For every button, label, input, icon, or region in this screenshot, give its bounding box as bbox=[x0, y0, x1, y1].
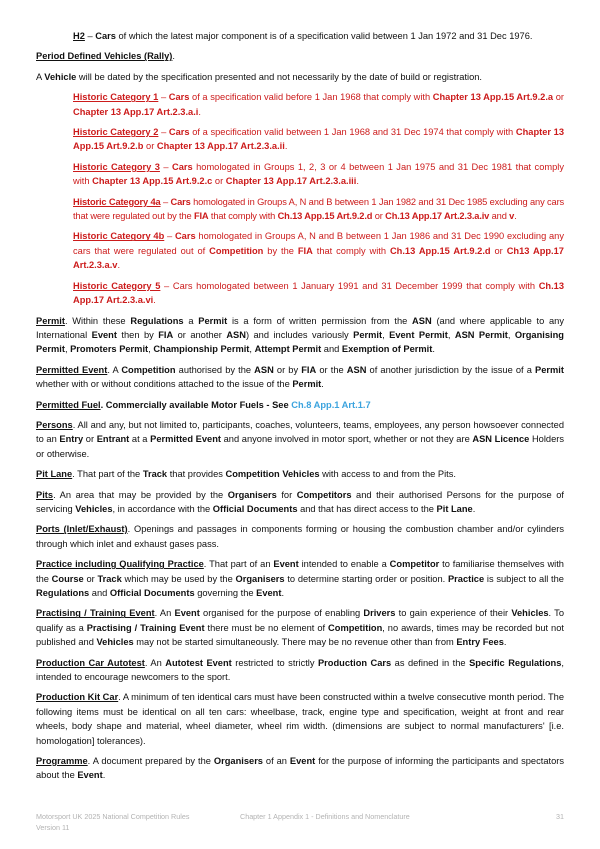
footer-title: Motorsport UK 2025 National Competition Rules bbox=[36, 812, 190, 821]
period-defined-heading: Period Defined Vehicles (Rally). bbox=[36, 51, 175, 62]
historic-category-1: Historic Category 1 – Cars of a specification valid before 1 Jan 1968 that comply with Chapter 13 App.15 Art.9.2.a or Chapter 13 App.17 Art.2.3.a.i. bbox=[73, 92, 564, 117]
footer-publication bbox=[36, 812, 189, 833]
programme-definition: Programme. A document prepared by the Organisers of an Event for the purpose of informing the participants and spectators about the Event. bbox=[36, 756, 564, 781]
practising-training-definition: Practising / Training Event. An Event organised for the purpose of enabling Drivers to gain experience of their Vehicles. To qualify as a Practising / Training Event there must be no element of Competition, no awards, times may be recorded but not published and Vehicles may not be started simultaneously. There may be no revenue other than from Entry Fees. bbox=[36, 608, 564, 648]
permitted-fuel-definition: Permitted Fuel. Commercially available Motor Fuels - See Ch.8 App.1 Art.1.7 bbox=[36, 399, 371, 410]
ports-definition: Ports (Inlet/Exhaust). Openings and passages in components forming or housing the combustion chamber and/or cylinders through which inlet and exhaust gases pass. bbox=[36, 524, 564, 549]
historic-category-5: Historic Category 5 – Cars homologated between 1 January 1991 and 31 December 1999 that comply with Ch.13 App.17 Art.2.3.a.vi. bbox=[73, 280, 565, 306]
historic-category-4a: Historic Category 4a – Cars homologated in Groups A, N and B between 1 Jan 1982 and 31 Dec 1985 excluding any cars that were regulated out by the FIA that comply with Ch.13 App.15 Art.9.2.d or Ch.13 App.17 Art.2.3.a.iv and v. bbox=[73, 196, 565, 222]
production-car-autotest-definition: Production Car Autotest. An Autotest Event restricted to strictly Production Cars as defined in the Specific Regulations, intended to encourage newcomers to the sport. bbox=[36, 657, 564, 683]
permit-definition: Permit. Within these Regulations a Permit is a form of written permission from the ASN (and where applicable to any International Event then by FIA or another ASN) and includes variously Permit, Event Permit, ASN Permit, Organising Permit, Promoters Permit, Championship Permit, Attempt Permit and Exemption of Permit. bbox=[36, 315, 564, 355]
pit-lane-definition: Pit Lane. That part of the Track that provides Competition Vehicles with access to and from the Pits. bbox=[36, 469, 456, 480]
permitted-event-definition: Permitted Event. A Competition authorised by the ASN or by FIA or the ASN of another jurisdiction by the issue of a Permit whether with or without conditions attached to the issue of the Permit. bbox=[36, 364, 564, 390]
h2-definition: H2 – Cars of which the latest major component is of a specification valid between 1 Jan 1972 and 31 Dec 1976. bbox=[73, 31, 533, 41]
footer-version: Version 11 bbox=[36, 822, 70, 832]
footer-chapter: Chapter 1 Appendix 1 - Definitions and Nomenclature bbox=[240, 812, 410, 821]
footer-page-number: 31 bbox=[556, 812, 564, 821]
practice-definition: Practice including Qualifying Practice. That part of an Event intended to enable a Competitor to familiarise themselves with the Course or Track which may be used by the Organisers to determine starting order or position. Practice is subject to all the Regulations and Official Documents governing the Event. bbox=[36, 559, 564, 598]
persons-definition: Persons. All and any, but not limited to, participants, coaches, volunteers, teams, employees, any person howsoever connected to an Entry or Entrant at a Permitted Event and anyone involved in motor sport, whether or not they are ASN Licence Holders or otherwise. bbox=[36, 419, 564, 459]
historic-category-2: Historic Category 2 – Cars of a specification valid between 1 Jan 1968 and 31 Dec 1974 that comply with Chapter 13 App.15 Art.9.2.b or Chapter 13 App.17 Art.2.3.a.ii. bbox=[73, 127, 565, 152]
historic-category-4b: Historic Category 4b – Cars homologated in Groups A, N and B between 1 Jan 1986 and 31 Dec 1990 excluding any cars that were regulated out of Competition by the FIA that comply with Ch.13 App.15 Art.9.2.d or Ch13 App.17 Art.2.3.a.v. bbox=[73, 231, 564, 271]
pits-definition: Pits. An area that may be provided by the Organisers for Competitors and their authorised Persons for the purpose of servicing Vehicles, in accordance with the Official Documents and that has direct access to the Pit Lane. bbox=[36, 489, 564, 514]
page-content bbox=[36, 29, 564, 789]
historic-category-3: Historic Category 3 – Cars homologated in Groups 1, 2, 3 or 4 between 1 Jan 1975 and 31 Dec 1981 that comply with Chapter 13 App.15 Art.9.2.c or Chapter 13 App.17 Art.2.3.a.iii. bbox=[73, 161, 564, 187]
production-kit-car-definition: Production Kit Car. A minimum of ten identical cars must have been constructed within a twelve consecutive month period. The following items must be identical on all ten cars: wheelbase, track, engine type and specification, weight at front and rear wheels, body shape and material, wheel diameter, wheel rim width. (dimensions are subject to normal manufacturers' [i.e. homologation] tolerances). bbox=[36, 692, 564, 746]
period-defined-text: A Vehicle will be dated by the specification presented and not necessarily by the date of build or registration. bbox=[36, 71, 483, 82]
permitted-fuel-link[interactable]: Ch.8 App.1 Art.1.7 bbox=[291, 399, 371, 410]
